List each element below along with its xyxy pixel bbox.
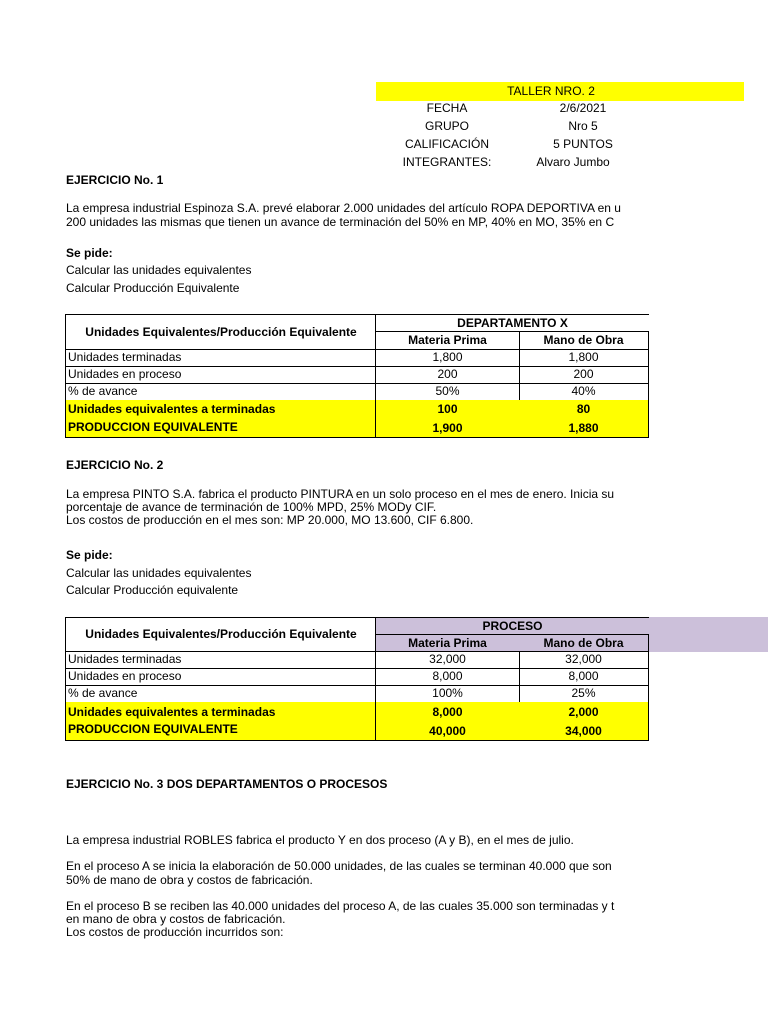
ej2-task2: Calcular Producción equivalente — [66, 583, 239, 597]
table-cell: 8,000 — [519, 668, 649, 686]
ej1-table-dept: DEPARTAMENTO X — [375, 314, 649, 332]
table-row-label: PRODUCCION EQUIVALENTE — [65, 721, 376, 741]
integrantes-value: Alvaro Jumbo — [536, 155, 610, 169]
ej3-paragraph-1: La empresa industrial ROBLES fabrica el producto Y en dos proceso (A y B), en el mes de julio. — [66, 833, 574, 847]
ej2-text-line3: Los costos de producción en el mes son: MP 20.000, MO 13.600, CIF 6.800. — [66, 513, 474, 527]
table-row-label: Unidades en proceso — [65, 668, 376, 686]
table-cell: 200 — [519, 366, 649, 384]
table-cell: 8,000 — [375, 702, 520, 722]
grupo-label: GRUPO — [424, 119, 469, 133]
ej3-paragraph-3b: en mano de obra y costos de fabricación. — [66, 912, 286, 926]
ej1-se-pide: Se pide: — [66, 246, 113, 260]
ej3-paragraph-2a: En el proceso A se inicia la elaboración de 50.000 unidades, de las cuales se terminan 40.000 que son — [66, 859, 612, 873]
table-row-label: % de avance — [65, 685, 376, 703]
ej2-title: EJERCICIO No. 2 — [66, 458, 164, 472]
ej1-col-mo: Mano de Obra — [519, 331, 649, 350]
table-cell: 2,000 — [519, 702, 649, 722]
table-cell: 1,900 — [375, 419, 520, 438]
table-cell: 32,000 — [519, 651, 649, 669]
ej2-col-mo: Mano de Obra — [519, 634, 649, 652]
table-cell: 34,000 — [519, 721, 649, 741]
ej2-text-line1: La empresa PINTO S.A. fabrica el producto PINTURA en un solo proceso en el mes de enero. Inicia su — [66, 487, 615, 501]
ej2-task1: Calcular las unidades equivalentes — [66, 566, 252, 580]
calificacion-value: 5 PUNTOS — [553, 137, 613, 151]
ej3-paragraph-2b: 50% de mano de obra y costos de fabricación. — [66, 873, 313, 887]
table-row-label: Unidades terminadas — [65, 651, 376, 669]
table-cell: 80 — [519, 400, 649, 420]
ej2-col-mp: Materia Prima — [375, 634, 520, 652]
table-cell: 50% — [375, 383, 520, 401]
table-row-label: PRODUCCION EQUIVALENTE — [65, 419, 376, 438]
ej1-table-header-label: Unidades Equivalentes/Producción Equivalente — [65, 314, 376, 350]
ej1-col-mp: Materia Prima — [375, 331, 520, 350]
table-cell: 40% — [519, 383, 649, 401]
fecha-label: FECHA — [426, 101, 468, 115]
ej1-task1: Calcular las unidades equivalentes — [66, 263, 252, 277]
ej2-table-header-label: Unidades Equivalentes/Producción Equivalente — [65, 617, 376, 652]
ej1-text-line1: La empresa industrial Espinoza S.A. prevé elaborar 2.000 unidades del artículo ROPA DEPORTIVA en u — [66, 201, 621, 215]
purple-highlight — [648, 617, 768, 652]
ej1-text-line2: 200 unidades las mismas que tienen un avance de terminación del 50% en MP, 40% en MO, 35% en C — [66, 215, 615, 229]
table-row-label: Unidades equivalentes a terminadas — [65, 400, 376, 420]
table-cell: 25% — [519, 685, 649, 703]
ej2-table-dept: PROCESO — [375, 617, 649, 635]
ej1-title: EJERCICIO No. 1 — [66, 173, 164, 187]
table-cell: 200 — [375, 366, 520, 384]
ej3-title: EJERCICIO No. 3 DOS DEPARTAMENTOS O PROCESOS — [66, 777, 388, 791]
fecha-value: 2/6/2021 — [559, 101, 607, 115]
ej3-paragraph-3c: Los costos de producción incurridos son: — [66, 925, 284, 939]
ej1-task2: Calcular Producción Equivalente — [66, 281, 240, 295]
ej2-text-line2: porcentaje de avance de terminación de 100% MPD, 25% MODy CIF. — [66, 500, 437, 514]
table-cell: 32,000 — [375, 651, 520, 669]
integrantes-label: INTEGRANTES: — [402, 155, 492, 169]
table-cell: 1,880 — [519, 419, 649, 438]
table-cell: 40,000 — [375, 721, 520, 741]
table-cell: 100% — [375, 685, 520, 703]
table-row-label: % de avance — [65, 383, 376, 401]
ej2-se-pide: Se pide: — [66, 548, 113, 562]
page-title: TALLER NRO. 2 — [507, 84, 595, 98]
grupo-value: Nro 5 — [568, 119, 598, 133]
table-cell: 8,000 — [375, 668, 520, 686]
table-row-label: Unidades terminadas — [65, 349, 376, 367]
table-cell: 1,800 — [375, 349, 520, 367]
calificacion-label: CALIFICACIÓN — [404, 137, 489, 151]
table-row-label: Unidades equivalentes a terminadas — [65, 702, 376, 722]
table-cell: 1,800 — [519, 349, 649, 367]
table-cell: 100 — [375, 400, 520, 420]
table-row-label: Unidades en proceso — [65, 366, 376, 384]
ej3-paragraph-3a: En el proceso B se reciben las 40.000 unidades del proceso A, de las cuales 35.000 son terminadas y t — [66, 899, 615, 913]
